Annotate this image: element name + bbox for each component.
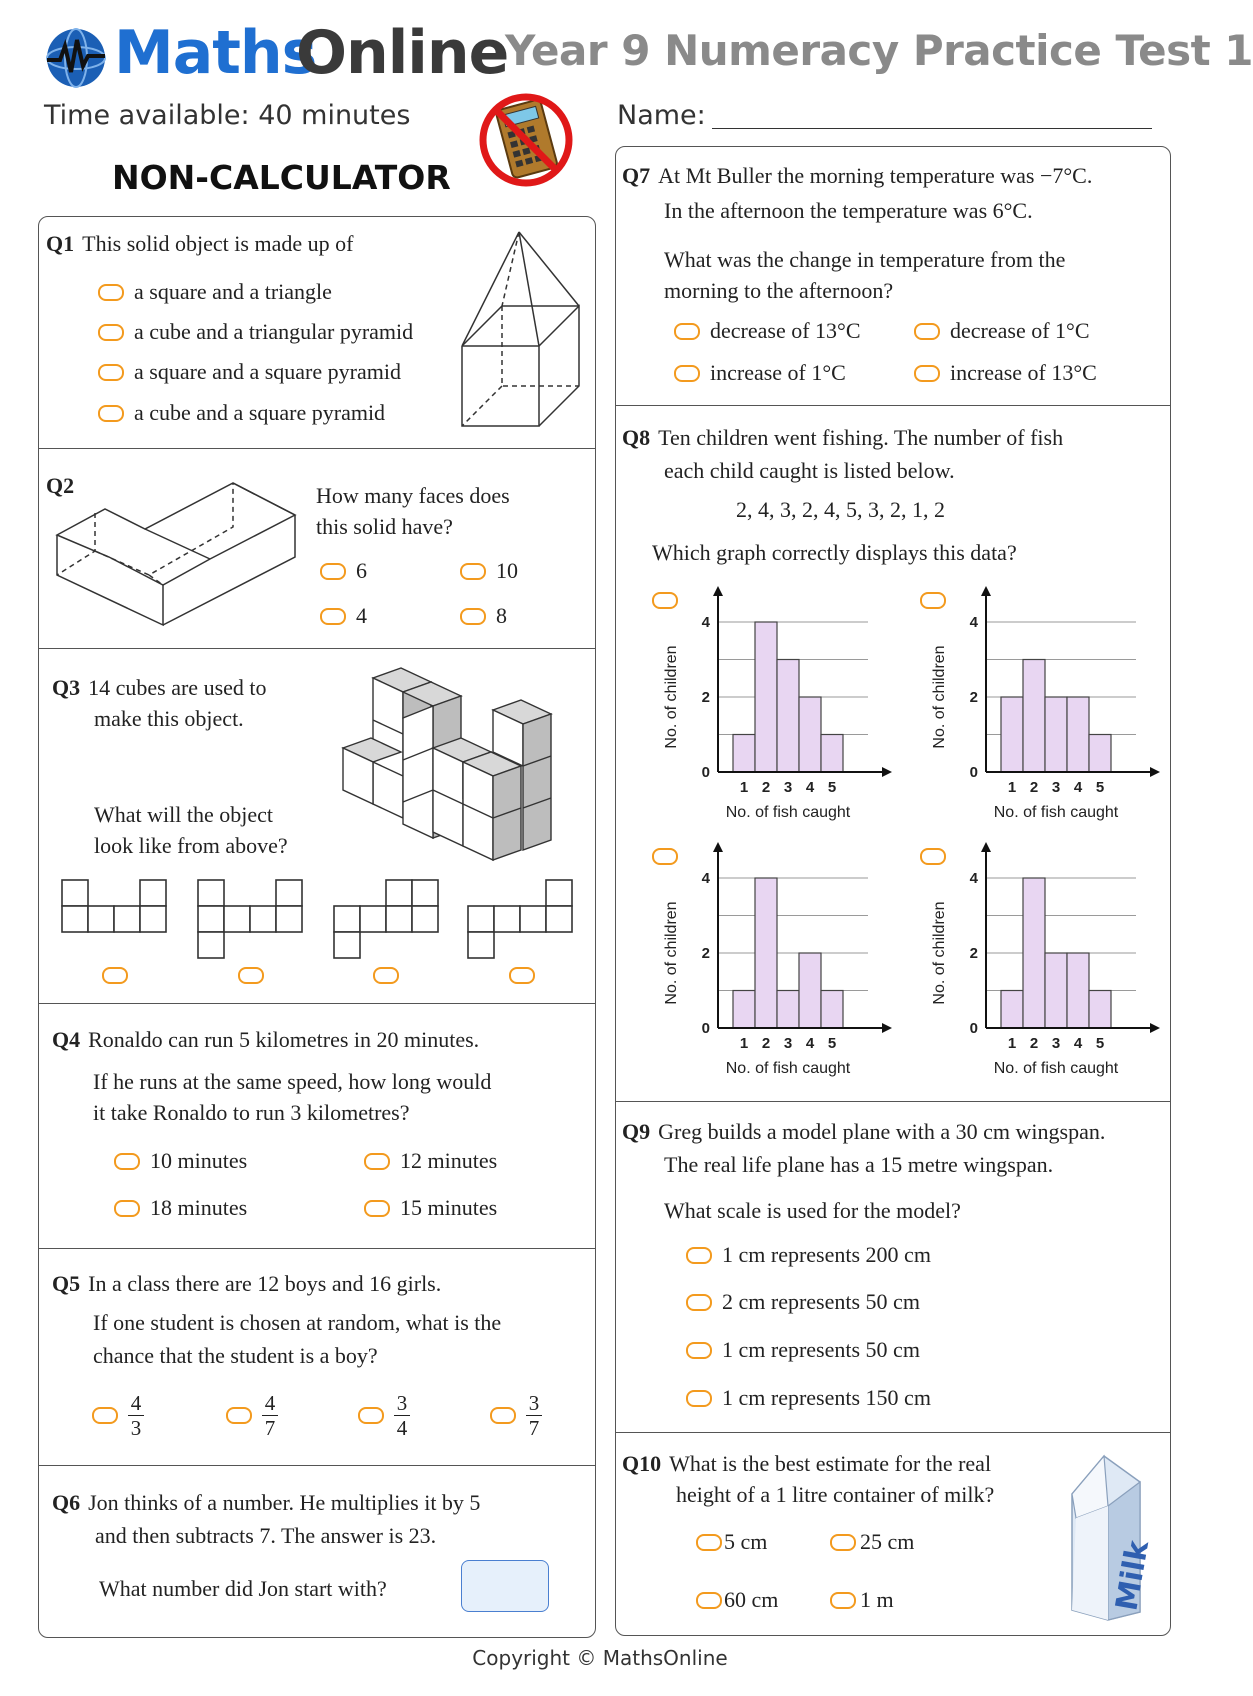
x-tick-label: 5 [1095,1035,1105,1052]
q6-question: Q6 Jon thinks of a number. He multiplies it by 5 and then subtracts 7. The answer is 23. [52,1490,481,1548]
radio-bubble[interactable] [460,608,486,625]
x-tick-label: 1 [739,1035,749,1052]
q2-option-c[interactable]: 4 [320,602,367,630]
x-tick-label: 2 [1029,1035,1039,1052]
q2-number: Q2 [46,473,75,498]
q3-answer-grids [58,872,578,962]
copyright: Copyright © MathsOnline [472,1646,728,1670]
l-shaped-prism-figure [55,475,295,625]
bar [1001,697,1023,772]
bar-chart-c [655,838,885,1083]
bar [1045,697,1067,772]
q9-option-a[interactable]: 1 cm represents 200 cm [686,1241,931,1269]
radio-bubble[interactable] [686,1294,712,1311]
q3-option-d[interactable] [509,967,535,984]
radio-bubble[interactable] [696,1534,722,1551]
page-title: Year 9 Numeracy Practice Test 1 [505,26,1253,75]
q5-ask: If one student is chosen at random, what is the chance that the student is a boy? [93,1310,502,1368]
radio-bubble[interactable] [674,323,700,340]
radio-bubble[interactable] [914,323,940,340]
x-tick-label: 1 [1007,779,1017,796]
divider [38,1465,596,1466]
q7-option-b[interactable]: decrease of 1°C [914,317,1090,345]
radio-bubble[interactable] [114,1200,140,1217]
x-tick-label: 3 [783,1035,793,1052]
radio-bubble[interactable] [364,1153,390,1170]
bar [821,735,843,773]
q10-option-c[interactable]: 60 cm [696,1586,778,1614]
radio-bubble[interactable] [686,1390,712,1407]
radio-bubble[interactable] [114,1153,140,1170]
x-tick-label: 4 [805,1035,815,1052]
q4-option-c[interactable]: 18 minutes [114,1194,247,1222]
y-tick-label: 2 [969,945,978,962]
y-axis-label: No. of children [663,901,680,1005]
y-axis-label: No. of children [931,645,948,749]
milk-carton-icon [1064,1452,1157,1622]
divider [38,1003,596,1004]
q10-option-b[interactable]: 25 cm [830,1528,914,1556]
q8-question: Q8 Ten children went fishing. The number of fish each child caught is listed below. [622,425,1064,483]
bar [777,660,799,773]
bar [1023,878,1045,1028]
x-axis-label: No. of fish caught [725,1060,851,1077]
radio-bubble[interactable] [92,1407,118,1424]
x-tick-label: 3 [1051,1035,1061,1052]
q5-option-c[interactable]: $\frac{3}{4}$ [358,1392,410,1439]
y-tick-label: 4 [969,870,978,887]
name-field[interactable] [712,128,1152,129]
radio-bubble[interactable] [460,563,486,580]
x-tick-label: 3 [1051,779,1061,796]
q7-option-d[interactable]: increase of 13°C [914,359,1097,387]
logo-maths: Maths [114,18,317,88]
bar [777,991,799,1029]
divider [38,448,596,449]
q1-option-a[interactable]: a square and a triangle [98,278,332,306]
bar [821,991,843,1029]
x-tick-label: 5 [827,1035,837,1052]
q8-data: 2, 4, 3, 2, 4, 5, 3, 2, 1, 2 [736,497,945,522]
q2-question: How many faces does this solid have? [316,483,510,539]
logo [44,18,509,92]
y-axis-arrow [981,842,991,852]
x-tick-label: 5 [827,779,837,796]
divider [38,648,596,649]
y-tick-label: 4 [701,614,710,631]
y-tick-label: 4 [969,614,978,631]
q4-option-d[interactable]: 15 minutes [364,1194,497,1222]
q4-question: Q4 Ronaldo can run 5 kilometres in 20 minutes. [52,1027,480,1052]
q9-option-d[interactable]: 1 cm represents 150 cm [686,1384,931,1412]
q3-question: Q3 14 cubes are used to make this object. [52,675,267,731]
x-axis-label: No. of fish caught [993,804,1119,821]
radio-bubble[interactable] [98,405,124,422]
bar-chart-d [923,838,1153,1083]
radio-bubble[interactable] [830,1592,856,1609]
radio-bubble[interactable] [98,364,124,381]
milk-label: Milk [1109,1538,1157,1614]
q3-option-a[interactable] [102,967,128,984]
bar [799,697,821,772]
x-tick-label: 1 [1007,1035,1017,1052]
q4-ask: If he runs at the same speed, how long would it take Ronaldo to run 3 kilometres? [93,1069,492,1125]
bar [799,953,821,1028]
bar [1001,991,1023,1029]
q1-option-d[interactable]: a cube and a square pyramid [98,399,385,427]
q1-option-c[interactable]: a square and a square pyramid [98,358,401,386]
y-tick-label: 4 [701,870,710,887]
radio-bubble[interactable] [674,365,700,382]
y-tick-label: 0 [701,1020,710,1037]
bar [755,878,777,1028]
bar [733,735,755,773]
pyramid-on-cube-figure [457,230,587,430]
q4-option-a[interactable]: 10 minutes [114,1147,247,1175]
q5-option-b[interactable]: $\frac{4}{7}$ [226,1392,278,1439]
bar [733,991,755,1029]
bar [1067,953,1089,1028]
divider [615,1101,1171,1102]
bar-chart-a [655,582,885,827]
y-tick-label: 0 [969,764,978,781]
radio-bubble[interactable] [98,284,124,301]
calc-mode: NON-CALCULATOR [112,158,451,197]
x-tick-label: 4 [805,779,815,796]
divider [38,1248,596,1249]
q1-option-b[interactable]: a cube and a triangular pyramid [98,318,413,346]
cube-stack-figure [343,668,573,878]
x-tick-label: 2 [761,779,771,796]
q7-option-a[interactable]: decrease of 13°C [674,317,861,345]
name-label: Name: [617,100,706,131]
q9-question: Q9 Greg builds a model plane with a 30 cm wingspan. The real life plane has a 15 metre wingspan. [622,1119,1106,1177]
y-axis-arrow [713,586,723,596]
x-tick-label: 4 [1073,779,1083,796]
bar [1089,735,1111,773]
q9-option-b[interactable]: 2 cm represents 50 cm [686,1288,920,1316]
radio-bubble[interactable] [830,1534,856,1551]
radio-bubble[interactable] [696,1592,722,1609]
radio-bubble[interactable] [914,365,940,382]
q10-option-a[interactable]: 5 cm [696,1528,767,1556]
y-tick-label: 0 [701,764,710,781]
q10-question: Q10 What is the best estimate for the real height of a 1 litre container of milk? [622,1451,995,1507]
bar [1067,697,1089,772]
q3-ask: What will the object look like from above? [94,802,288,858]
bar-chart-b [923,582,1153,827]
bar [755,622,777,772]
y-tick-label: 0 [969,1020,978,1037]
time-available: Time available: 40 minutes [44,100,411,131]
logo-globe-icon [44,26,108,90]
q7-option-c[interactable]: increase of 1°C [674,359,846,387]
q5-option-a[interactable]: $\frac{4}{3}$ [92,1392,144,1439]
q1-question: Q1 This solid object is made up of [46,231,354,256]
radio-bubble[interactable] [320,608,346,625]
x-tick-label: 2 [761,1035,771,1052]
radio-bubble[interactable] [686,1247,712,1264]
q5-question: Q5 In a class there are 12 boys and 16 girls. [52,1271,442,1296]
x-tick-label: 3 [783,779,793,796]
q2-option-b[interactable]: 10 [460,557,518,585]
y-axis-arrow [981,586,991,596]
bar [1089,991,1111,1029]
no-calculator-icon [476,90,576,190]
y-tick-label: 2 [701,689,710,706]
y-axis-arrow [713,842,723,852]
x-axis-label: No. of fish caught [725,804,851,821]
radio-bubble[interactable] [364,1200,390,1217]
x-tick-label: 4 [1073,1035,1083,1052]
q4-option-b[interactable]: 12 minutes [364,1147,497,1175]
x-tick-label: 5 [1095,779,1105,796]
q9-option-c[interactable]: 1 cm represents 50 cm [686,1336,920,1364]
x-tick-label: 1 [739,779,749,796]
q8-ask: Which graph correctly displays this data? [652,540,1017,565]
y-axis-label: No. of children [931,901,948,1005]
y-tick-label: 2 [969,689,978,706]
radio-bubble[interactable] [490,1407,516,1424]
q7-ask: What was the change in temperature from the morning to the afternoon? [664,247,1066,303]
radio-bubble[interactable] [358,1407,384,1424]
radio-bubble[interactable] [98,324,124,341]
radio-bubble[interactable] [320,563,346,580]
y-tick-label: 2 [701,945,710,962]
q2-option-d[interactable]: 8 [460,602,507,630]
x-tick-label: 2 [1029,779,1039,796]
q9-ask: What scale is used for the model? [664,1198,961,1223]
q3-option-b[interactable] [238,967,264,984]
logo-online: Online [296,18,509,88]
x-axis-label: No. of fish caught [993,1060,1119,1077]
q3-option-c[interactable] [373,967,399,984]
radio-bubble[interactable] [686,1342,712,1359]
q6-ask: What number did Jon start with? [99,1576,387,1601]
bar [1045,953,1067,1028]
q5-option-d[interactable]: $\frac{3}{7}$ [490,1392,542,1439]
y-axis-label: No. of children [663,645,680,749]
q10-option-d[interactable]: 1 m [830,1586,894,1614]
q7-question: Q7 At Mt Buller the morning temperature was −7°C. In the afternoon the temperature was 6°C. [622,163,1093,223]
divider [615,1432,1171,1433]
radio-bubble[interactable] [226,1407,252,1424]
divider [615,405,1171,406]
bar [1023,660,1045,773]
q2-option-a[interactable]: 6 [320,557,367,585]
q6-answer-box[interactable] [461,1560,549,1612]
